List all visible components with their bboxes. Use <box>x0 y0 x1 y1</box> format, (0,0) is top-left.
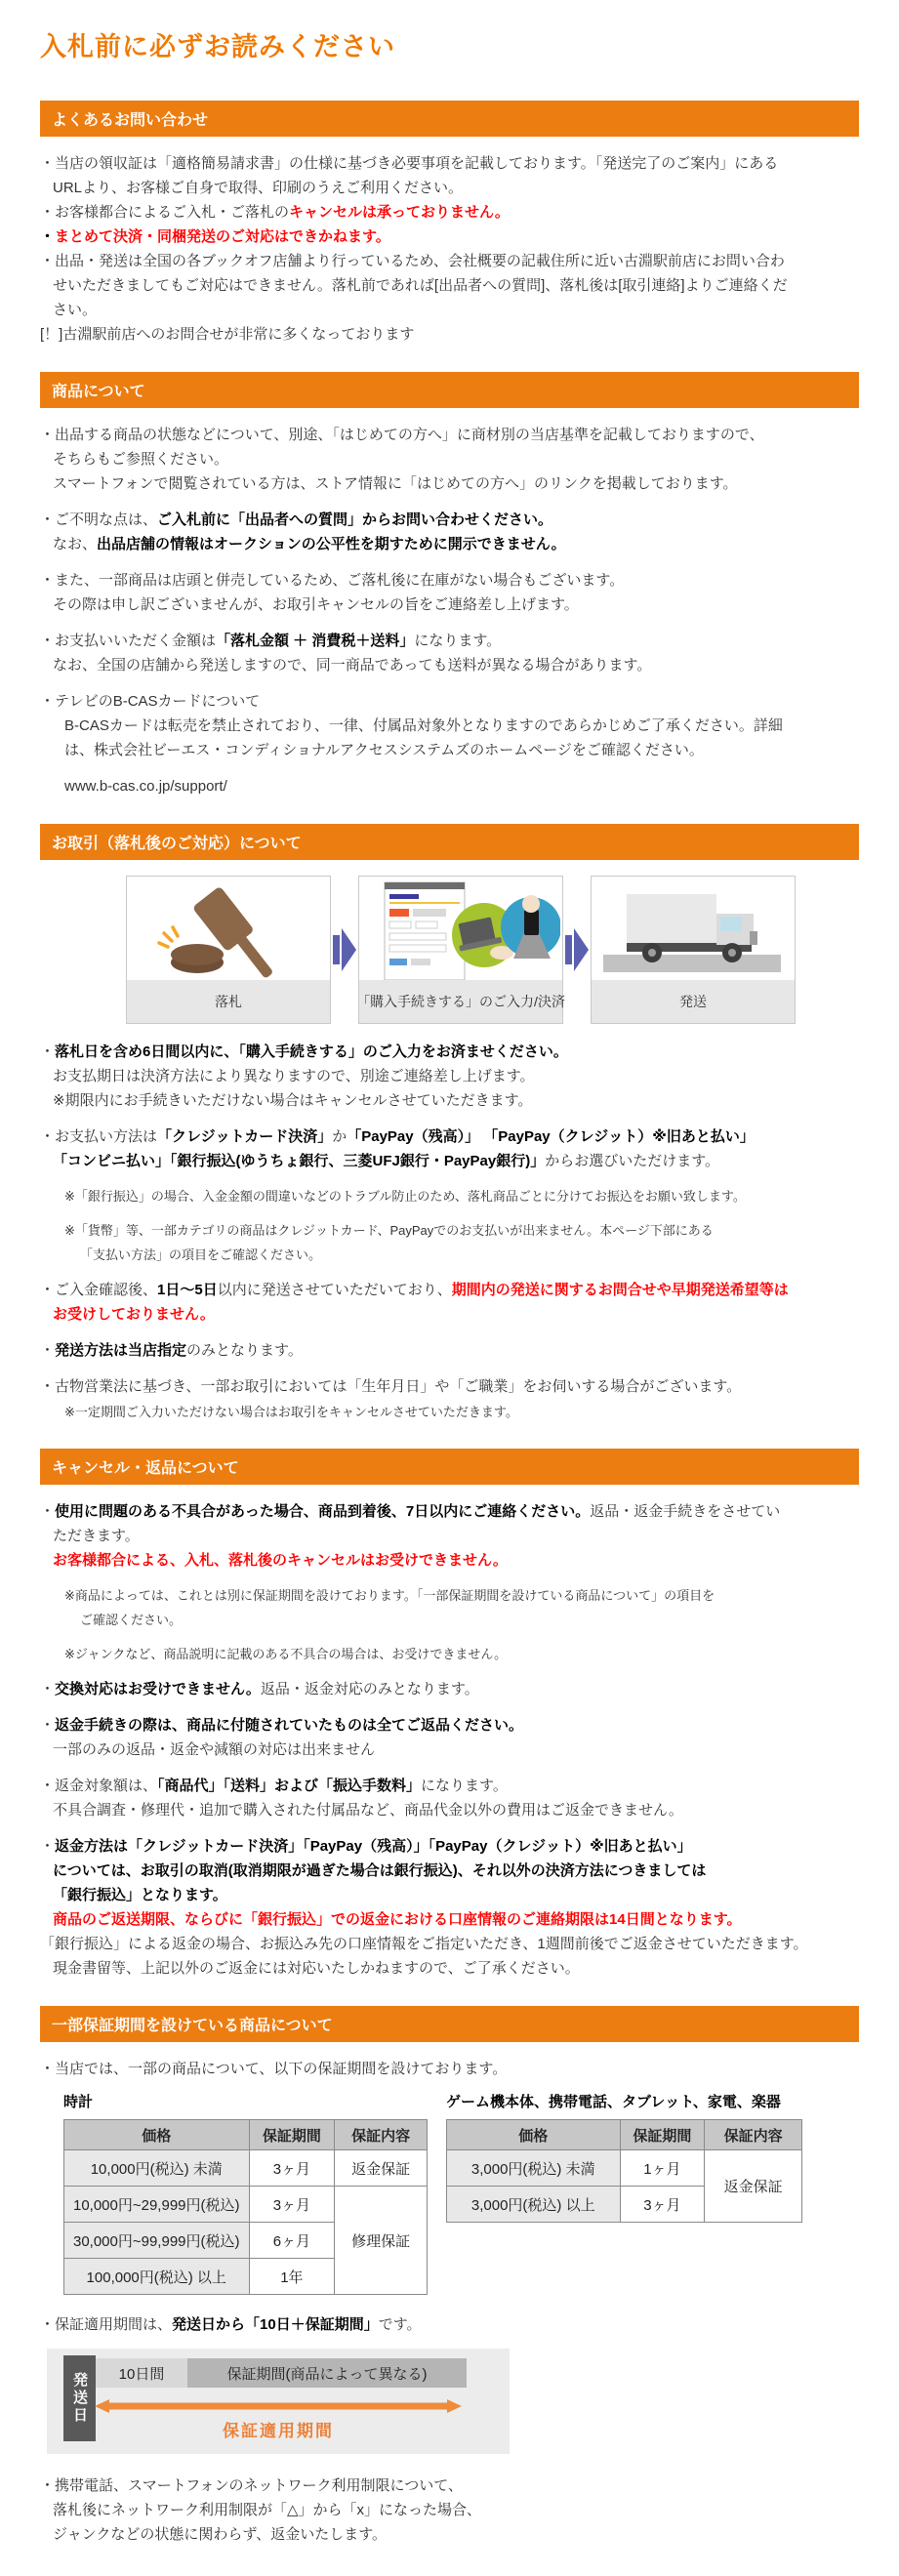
price-cell: 3,000円(税込) 以上 <box>447 2187 621 2223</box>
flow-step-payment <box>358 876 563 1024</box>
text-line: 一部のみの返品・返金や減額の対応は出来ません <box>53 1741 376 1758</box>
section-header-products: 商品について <box>40 372 859 408</box>
flow-step-caption: 発送 <box>592 980 795 1023</box>
section-header-warranty: 一部保証期間を設けている商品について <box>40 2006 859 2042</box>
electronics-warranty-table <box>446 2091 802 2223</box>
text-line: ・落札日を含め6日間以内に、「購入手続きする」のご入力をお済ませください。 <box>40 1043 568 1060</box>
text-line: ※「貨幣」等、一部カテゴリの商品はクレジットカード、PayPayでのお支払いが出来ません。本ページ下部にある <box>64 1223 714 1238</box>
text-line: 現金書留等、上記以外のご返金には対応いたしかねますので、ご了承ください。 <box>53 1960 580 1977</box>
warranty-tables <box>63 2091 859 2295</box>
arrow-right-icon <box>565 926 589 973</box>
text-line: ・返金対象額は、「商品代」「送料」および「振込手数料」になります。 <box>40 1778 508 1794</box>
period-cell: 6ヶ月 <box>249 2223 335 2259</box>
price-cell: 30,000円~99,999円(税込) <box>64 2223 250 2259</box>
section-header-transaction: お取引（落札後のご対応）について <box>40 824 859 860</box>
coverage-cell: 修理保証 <box>335 2187 428 2295</box>
text-line: ・出品する商品の状態などについて、別途、「はじめての方へ」に商材別の当店基準を記載しておりますので、 <box>40 427 764 443</box>
period-cell: 3ヶ月 <box>249 2150 335 2187</box>
text-line: ・テレビのB-CASカードについて <box>40 693 261 710</box>
text-line: ※一定期間ご入力いただけない場合はお取引をキャンセルさせていただきます。 <box>64 1405 518 1419</box>
price-cell: 3,000円(税込) 未満 <box>447 2150 621 2187</box>
transaction-flow <box>126 876 859 1024</box>
text-line: 「銀行振込」による返金の場合、お振込み先の口座情報をご指定いただき、1週間前後でご返金させていただきます。 <box>40 1936 808 1952</box>
text-line: ※期限内にお手続きいただけない場合はキャンセルさせていただきます。 <box>53 1092 533 1109</box>
section-warranty <box>40 2006 859 2547</box>
text-line: については、お取引の取消(取消期限が過ぎた場合は銀行振込)、それ以外の決済方法につきましては <box>53 1862 707 1879</box>
period-cell: 1年 <box>249 2259 335 2295</box>
text-line: なお、全国の店舗から発送しますので、同一商品であっても送料が異なる場合があります。 <box>53 657 652 674</box>
text-line: B-CASカードは転売を禁止されており、一律、付属品対象外となりますのであらかじめご了承ください。詳細 <box>64 717 783 734</box>
text-line: なお、出品店舗の情報はオークションの公平性を期すために開示できません。 <box>53 536 566 552</box>
col-header-period: 保証期間 <box>620 2120 705 2150</box>
text-line: ・まとめて決済・同梱発送のご対応はできかねます。 <box>40 228 390 245</box>
flow-step-bid <box>126 876 331 1024</box>
coverage-cell: 返金保証 <box>705 2150 802 2223</box>
text-line: ・古物営業法に基づき、一部お取引においては「生年月日」や「ご職業」をお伺いする場合がございます。 <box>40 1378 742 1395</box>
section-body-transaction <box>40 1040 859 1423</box>
gavel-icon <box>127 877 330 980</box>
arrow-right-icon <box>333 926 356 973</box>
text-line: ・返金方法は「クレジットカード決済」「PayPay（残高）」「PayPay（クレジット）※旧あと払い」 <box>40 1838 692 1855</box>
col-header-coverage: 保証内容 <box>335 2120 428 2150</box>
ship-date-label: 発送日 <box>63 2355 96 2441</box>
electronics-table-title: ゲーム機本体、携帯電話、タブレット、家電、楽器 <box>446 2094 781 2110</box>
text-line: 「コンビニ払い」「銀行振込(ゆうちょ銀行、三菱UFJ銀行・PayPay銀行)」からお選びいただけます。 <box>53 1153 720 1169</box>
table-row <box>64 2150 428 2187</box>
text-line: ・出品・発送は全国の各ブックオフ店舗より行っているため、会社概要の記載住所に近い古淵駅前店にお問い合わ <box>40 253 785 269</box>
text-line: お支払期日は決済方法により異なりますので、別途ご連絡差し上げます。 <box>53 1068 535 1084</box>
warranty-period-cell: 保証期間(商品によって異なる) <box>187 2358 467 2388</box>
text-line: ・お客様都合によるご入札・ご落札のキャンセルは承っておりません。 <box>40 204 510 221</box>
ten-days-cell: 10日間 <box>96 2358 187 2388</box>
text-line: ・お支払い方法は「クレジットカード決済」か「PayPay（残高）」 「PayPay（クレジット）※旧あと払い」 <box>40 1128 755 1145</box>
warranty-period-note <box>40 2312 859 2337</box>
warranty-intro <box>40 2057 859 2081</box>
section-body-products <box>40 423 859 798</box>
text-line: その際は申し訳ございませんが、お取引キャンセルの旨をご連絡差し上げます。 <box>53 596 579 613</box>
text-line: そちらもご参照ください。 <box>53 451 229 468</box>
text-line: ただきます。 <box>53 1528 140 1544</box>
text-line: せいただきましてもご対応はできません。落札前であれば[出品者への質問]、落札後は[取引連絡]よりご連絡くだ <box>53 277 788 294</box>
text-line: 落札後にネットワーク利用制限が「△」から「x」になった場合、 <box>53 2502 482 2518</box>
flow-step-caption: 「購入手続きする」のご入力/決済 <box>359 980 562 1023</box>
section-products <box>40 372 859 798</box>
payment-icon <box>359 877 562 980</box>
col-header-price: 価格 <box>64 2120 250 2150</box>
warranty-period-diagram <box>47 2349 510 2454</box>
text-line: ・ご入金確認後、1日～5日以内に発送させていただいており、期間内の発送に関するお問合せや早期発送希望等は <box>40 1282 789 1298</box>
text-line: ・交換対応はお受けできません。返品・返金対応のみとなります。 <box>40 1681 479 1697</box>
watch-warranty-table <box>63 2091 428 2295</box>
watch-table-title: 時計 <box>63 2094 94 2110</box>
section-header-cancel-return: キャンセル・返品について <box>40 1449 859 1485</box>
price-cell: 10,000円(税込) 未満 <box>64 2150 250 2187</box>
truck-icon <box>592 877 795 980</box>
text-line: 「銀行振込」となります。 <box>53 1887 227 1903</box>
table-row <box>64 2187 428 2223</box>
text-line: ※商品によっては、これとは別に保証期間を設けております。「一部保証期間を設けている商品について」の項目を <box>64 1588 715 1603</box>
text-line: ・当店の領収証は「適格簡易請求書」の仕様に基づき必要事項を記載しております。「発送完了のご案内」にある <box>40 155 779 172</box>
text-line: ・また、一部商品は店頭と併売しているため、ご落札後に在庫がない場合もございます。 <box>40 572 625 589</box>
period-cell: 1ヶ月 <box>620 2150 705 2187</box>
table-row <box>447 2150 802 2187</box>
text-line: ・返金手続きの際は、商品に付随されていたものは全てご返品ください。 <box>40 1717 524 1734</box>
text-line: ・当店では、一部の商品について、以下の保証期間を設けております。 <box>40 2061 508 2077</box>
section-transaction <box>40 824 859 1423</box>
text-line: www.b-cas.co.jp/support/ <box>64 778 227 795</box>
warranty-end-notes <box>40 2474 859 2547</box>
text-line: [！]古淵駅前店へのお問合せが非常に多くなっております <box>40 326 415 343</box>
warranty-span-arrow-icon <box>95 2399 462 2413</box>
price-cell: 10,000円~29,999円(税込) <box>64 2187 250 2223</box>
text-line: スマートフォンで閲覧されている方は、ストア情報に「はじめての方へ」のリンクを掲載しております。 <box>53 475 738 492</box>
section-faq <box>40 101 859 347</box>
col-header-period: 保証期間 <box>249 2120 335 2150</box>
col-header-price: 価格 <box>447 2120 621 2150</box>
coverage-cell: 返金保証 <box>335 2150 428 2187</box>
text-line: ※「銀行振込」の場合、入金金額の間違いなどのトラブル防止のため、落札商品ごとに分けてお振込をお願い致します。 <box>64 1189 746 1204</box>
text-line: さい。 <box>53 302 98 318</box>
flow-step-shipping <box>591 876 796 1024</box>
text-line: ・発送方法は当店指定のみとなります。 <box>40 1342 303 1359</box>
page-title: 入札前に必ずお読みください <box>40 32 395 61</box>
text-line: ※ジャンクなど、商品説明に記載のある不具合の場合は、お受けできません。 <box>64 1647 508 1661</box>
text-line: 商品のご返送期限、ならびに「銀行振込」での返金における口座情報のご連絡期限は14日間となります。 <box>53 1911 742 1928</box>
section-cancel-return <box>40 1449 859 1981</box>
text-line: ・携帯電話、スマートフォンのネットワーク利用制限について、 <box>40 2477 463 2494</box>
text-line: ご確認ください。 <box>80 1613 183 1627</box>
applied-period-label: 保証適用期間 <box>223 2422 334 2440</box>
section-body-cancel-return <box>40 1499 859 1981</box>
text-line: URLより、お客様ご自身で取得、印刷のうえご利用ください。 <box>53 180 464 196</box>
section-header-faq: よくあるお問い合わせ <box>40 101 859 137</box>
text-line: ・ご不明な点は、ご入札前に「出品者への質問」からお問い合わせください。 <box>40 511 553 528</box>
period-cell: 3ヶ月 <box>249 2187 335 2223</box>
price-cell: 100,000円(税込) 以上 <box>64 2259 250 2295</box>
text-line: ・保証適用期間は、発送日から「10日＋保証期間」です。 <box>40 2316 422 2333</box>
col-header-coverage: 保証内容 <box>705 2120 802 2150</box>
text-line: お客様都合による、入札、落札後のキャンセルはお受けできません。 <box>53 1552 508 1569</box>
text-line: お受けしておりません。 <box>53 1306 215 1323</box>
period-cell: 3ヶ月 <box>620 2187 705 2223</box>
text-line: 「支払い方法」の項目をご確認ください。 <box>80 1247 322 1262</box>
text-line: ・使用に問題のある不具合があった場合、商品到着後、7日以内にご連絡ください。返品・返金手続きをさせてい <box>40 1503 781 1520</box>
text-line: 不具合調査・修理代・追加で購入された付属品など、商品代金以外の費用はご返金できません。 <box>53 1802 683 1819</box>
flow-step-caption: 落札 <box>127 980 330 1023</box>
text-line: は、株式会社ビーエス・コンディショナルアクセスシステムズのホームページをご確認ください。 <box>64 742 704 758</box>
text-line: ・お支払いいただく金額は「落札金額 ＋ 消費税＋送料」になります。 <box>40 633 502 649</box>
text-line: ジャンクなどの状態に関わらず、返金いたします。 <box>53 2526 388 2543</box>
section-body-faq <box>40 151 859 347</box>
